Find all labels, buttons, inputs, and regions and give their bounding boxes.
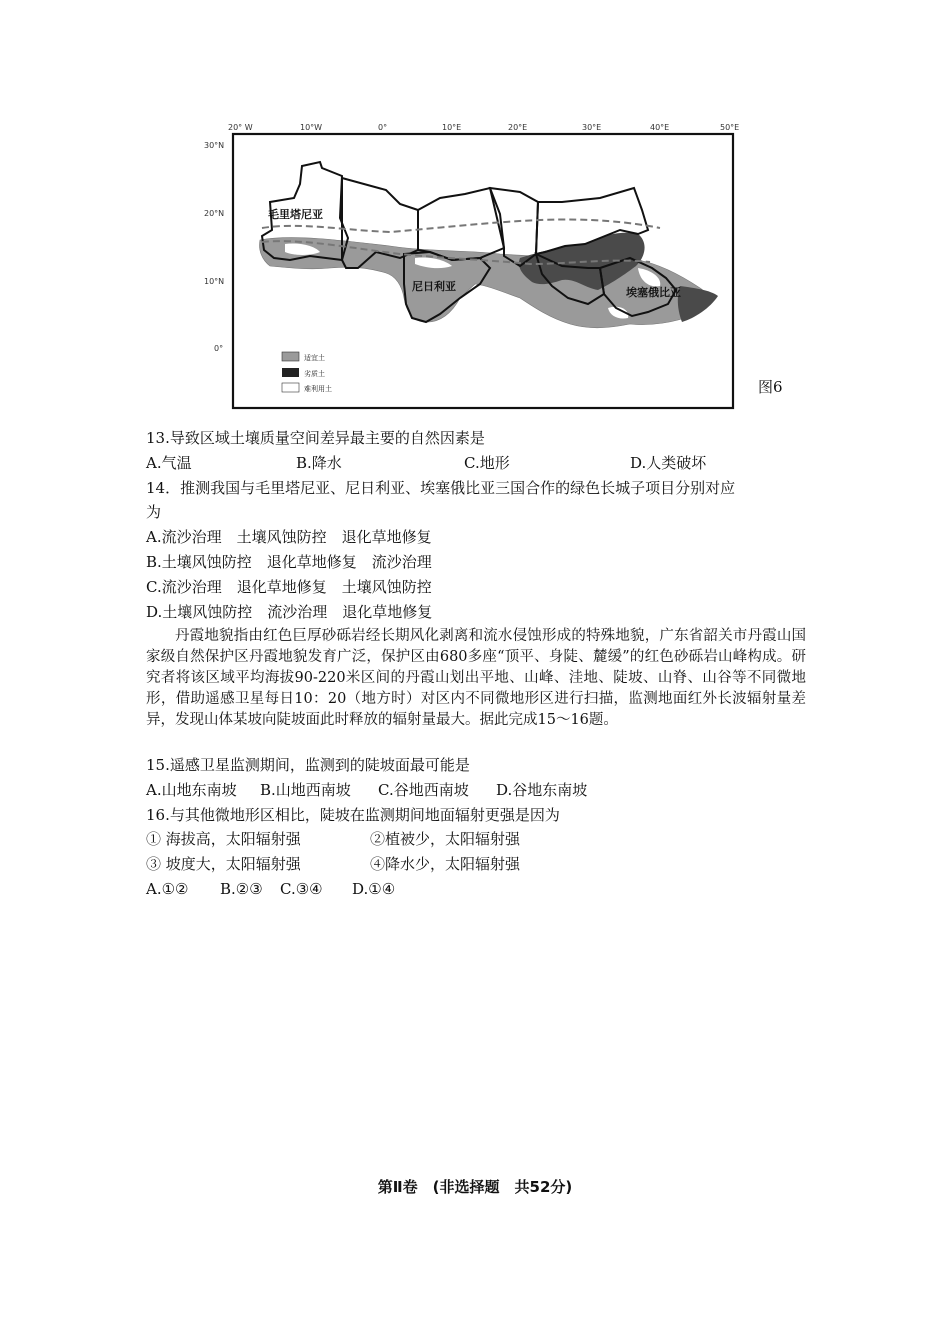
legend-swatch-poor xyxy=(282,368,299,377)
q13-option-d: D.人类破坏 xyxy=(630,454,707,472)
q16-item-3: ③ 坡度大，太阳辐射强 xyxy=(146,855,301,873)
map-legend xyxy=(282,352,332,393)
q16-option-a: A.①② xyxy=(146,880,189,898)
lon-tick: 20° W xyxy=(228,123,253,132)
legend-label: 劣质土 xyxy=(304,370,325,378)
lon-tick: 50°E xyxy=(720,123,740,132)
q14-stem-line1: 14．推测我国与毛里塔尼亚、尼日利亚、埃塞俄比亚三国合作的绿色长城子项目分别对应 xyxy=(146,479,736,497)
q14-stem-line2: 为 xyxy=(146,503,162,521)
passage-text: 丹霞地貌指由红色巨厚砂砾岩经长期风化剥离和流水侵蚀形成的特殊地貌，广东省韶关市丹霞山国家级自然保护区丹霞地貌发育广泛，保护区由680多座“顶平、身陡、麓缓”的红色砂砾岩山峰构成。研究者将该区域平均海拔90-220米区间的丹霞山划出平地、山峰、洼地、陡坡、山脊、山谷等不同微地形，借助遥感卫星每日10：20（地方时）对区内不同微地形区进行扫描，监测地面红外长波辐射量差异，发现山体某坡向陡坡面此时释放的辐射量最大。据此完成15～16题。 xyxy=(146,628,806,728)
lat-tick: 20°N xyxy=(204,209,225,218)
q15-option-a: A.山地东南坡 xyxy=(146,781,237,799)
q16-option-c: C.③④ xyxy=(280,880,323,898)
q15-option-d: D.谷地东南坡 xyxy=(496,781,588,799)
q13-option-a: A.气温 xyxy=(146,454,192,472)
section-title: 第Ⅱ卷 (非选择题 共52分) xyxy=(377,1178,573,1196)
q13-stem: 13.导致区域土壤质量空间差异最主要的自然因素是 xyxy=(146,429,485,447)
map-figure xyxy=(190,118,760,418)
lon-tick: 20°E xyxy=(508,123,528,132)
q15-option-b: B.山地西南坡 xyxy=(260,781,351,799)
legend-swatch-unusable xyxy=(282,383,299,392)
q14-option-c: C.流沙治理 退化草地修复 土壤风蚀防控 xyxy=(146,578,432,596)
lon-tick: 10°W xyxy=(300,123,323,132)
lon-tick: 0° xyxy=(378,123,388,132)
q15-stem: 15.遥感卫星监测期间，监测到的陡坡面最可能是 xyxy=(146,756,470,774)
q16-option-b: B.②③ xyxy=(220,880,263,898)
q15-option-c: C.谷地西南坡 xyxy=(378,781,469,799)
q16-item-1: ① 海拔高，太阳辐射强 xyxy=(146,830,301,848)
lat-tick: 10°N xyxy=(204,277,225,286)
q16-item-4: ④降水少，太阳辐射强 xyxy=(370,855,521,873)
q16-item-2: ②植被少，太阳辐射强 xyxy=(370,830,521,848)
q16-option-d: D.①④ xyxy=(352,880,396,898)
lat-tick: 0° xyxy=(214,344,224,353)
q16-items-row1 xyxy=(146,827,520,851)
lon-tick: 30°E xyxy=(582,123,602,132)
country-label-ethiopia: 埃塞俄比亚 xyxy=(626,286,681,299)
country-label-nigeria: 尼日利亚 xyxy=(412,280,456,293)
q16-items-row2 xyxy=(146,852,520,876)
lat-tick: 30°N xyxy=(204,141,225,150)
q13-option-c: C.地形 xyxy=(464,454,510,472)
q16-stem: 16.与其他微地形区相比，陡坡在监测期间地面辐射更强是因为 xyxy=(146,806,560,824)
q15-options xyxy=(146,778,587,802)
q13-option-b: B.降水 xyxy=(296,454,342,472)
legend-label: 适宜土 xyxy=(304,354,325,362)
q14-option-d: D.土壤风蚀防控 流沙治理 退化草地修复 xyxy=(146,603,433,621)
q16-options xyxy=(146,877,395,901)
lon-tick: 10°E xyxy=(442,123,462,132)
q14-option-b: B.土壤风蚀防控 退化草地修复 流沙治理 xyxy=(146,553,432,571)
q13-options xyxy=(146,451,706,475)
country-label-mauritania: 毛里塔尼亚 xyxy=(268,208,323,221)
legend-label: 难利用土 xyxy=(304,385,332,393)
legend-swatch-suitable xyxy=(282,352,299,361)
q14-option-a: A.流沙治理 土壤风蚀防控 退化草地修复 xyxy=(146,528,432,546)
figure-label: 图6 xyxy=(758,378,783,396)
africa-sahel-map xyxy=(190,118,760,418)
lon-tick: 40°E xyxy=(650,123,670,132)
